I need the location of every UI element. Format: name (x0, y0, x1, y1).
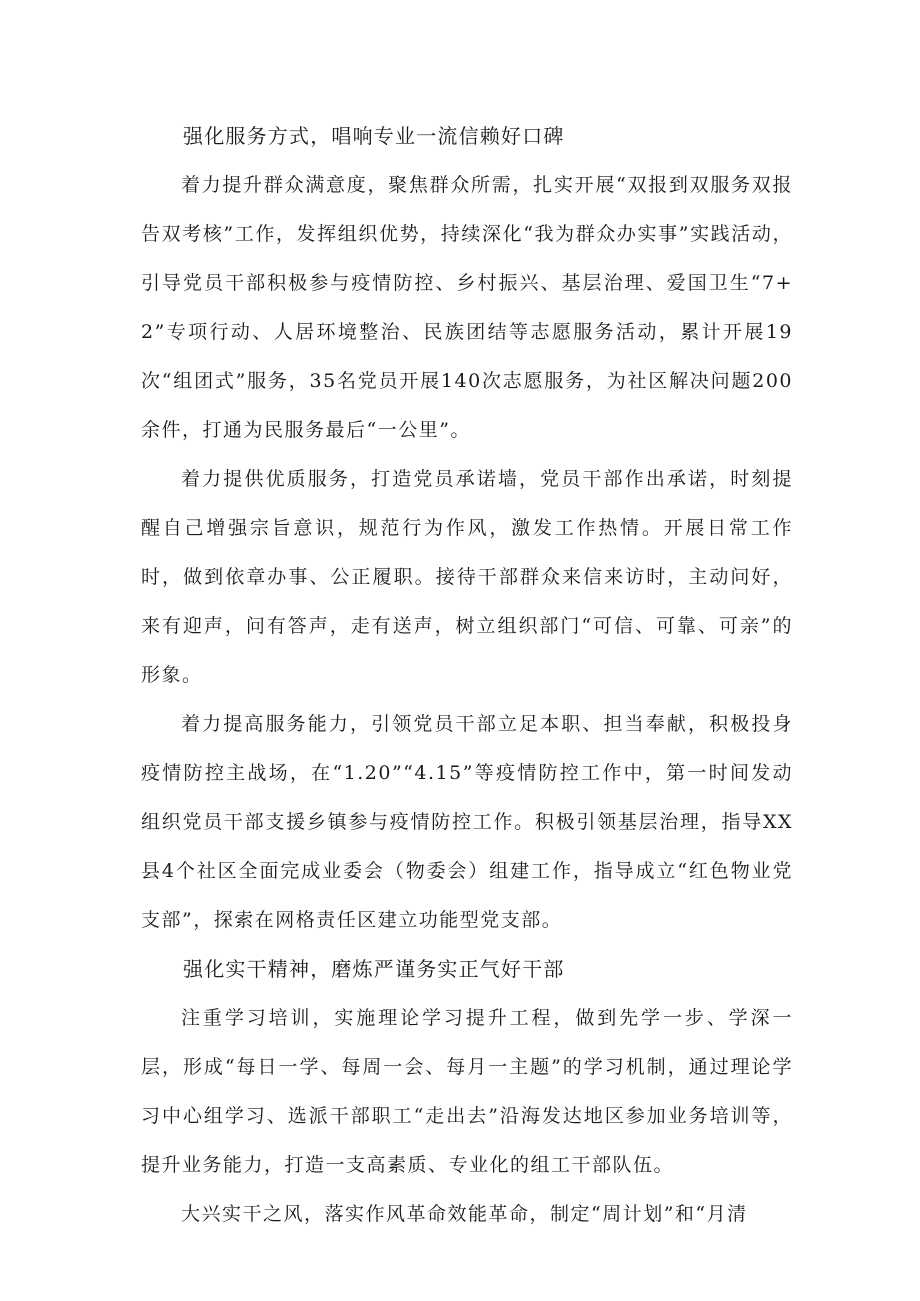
paragraph-practical-style: 大兴实干之风，落实作风革命效能革命，制定“周计划”和“月清 (181, 1203, 748, 1225)
paragraph-quality-service: 着力提供优质服务，打造党员承诺墙，党员干部作出承诺，时刻提醒自己增强宗旨意识，规范行为作风，激发工作热情。开展日常工作时，做到依章办事、公正履职。接待干部群众来信来访时，主动问好，来有迎声，问有答声，走有送声，树立组织部门“可信、可靠、可亲”的形象。 (141, 468, 793, 686)
paragraph-satisfaction: 着力提升群众满意度，聚焦群众所需，扎实开展“双报到双服务双报告双考核”工作，发挥组织优势，持续深化“我为群众办实事”实践活动，引导党员干部积极参与疫情防控、乡村振兴、基层治理、爱国卫生“7+2”专项行动、人居环境整治、民族团结等志愿服务活动，累计开展19次“组团式”服务，35名党员开展140次志愿服务，为社区解决问题200余件，打通为民服务最后“一公里”。 (141, 174, 793, 441)
section-heading-practical-spirit: 强化实干精神，磨炼严谨务实正气好干部 (183, 957, 565, 981)
paragraph-study-training: 注重学习培训，实施理论学习提升工程，做到先学一步、学深一层，形成“每日一学、每周一会、每月一主题”的学习机制，通过理论学习中心组学习、选派干部职工“走出去”沿海发达地区参加业务培训等，提升业务能力，打造一支高素质、专业化的组工干部队伍。 (141, 1007, 793, 1176)
paragraph-service-capacity: 着力提高服务能力，引领党员干部立足本职、担当奉献，积极投身疫情防控主战场，在“1.20”“4.15”等疫情防控工作中，第一时间发动组织党员干部支援乡镇参与疫情防控工作。积极引领基层治理，指导XX县4个社区全面完成业委会（物委会）组建工作，指导成立“红色物业党支部”，探索在网格责任区建立功能型党支部。 (141, 713, 793, 931)
document-body (141, 112, 793, 1239)
section-heading-service: 强化服务方式，唱响专业一流信赖好口碑 (183, 124, 565, 148)
